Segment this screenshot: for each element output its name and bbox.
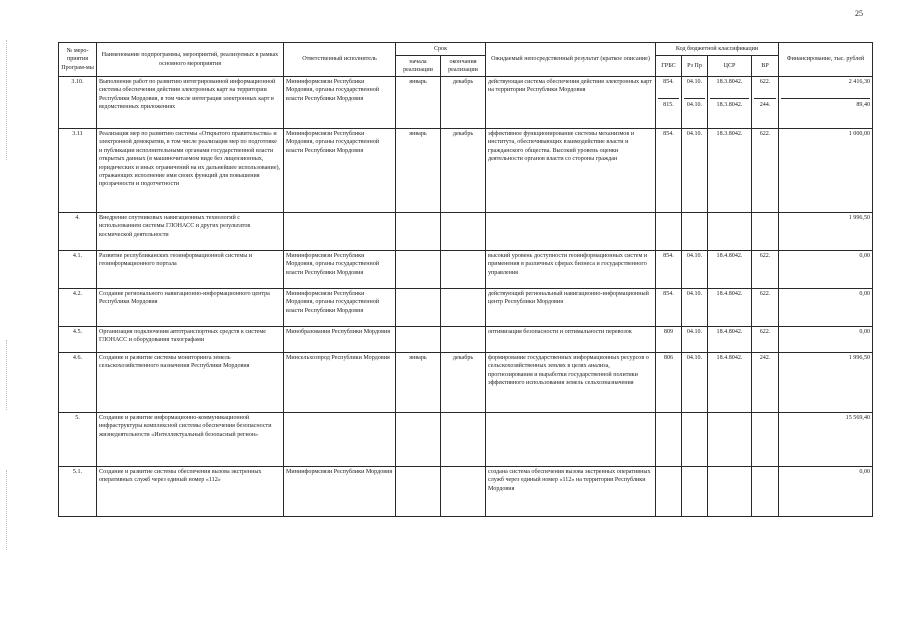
header-vr: ВР xyxy=(752,56,779,77)
row-vr: 622. 244. xyxy=(752,77,779,129)
row-csr: 18.4.8042. xyxy=(708,353,752,413)
program-table xyxy=(58,42,873,517)
row-result: действующая система обеспечения действия электронных карт на территории Республики Мордовия xyxy=(486,77,656,129)
row-grbs: 854. xyxy=(656,129,682,213)
row-csr: 18.4.8042. xyxy=(708,289,752,327)
row-csr: 18.4.8042. xyxy=(708,327,752,353)
header-budget-code: Код бюджетной классификации xyxy=(656,43,779,56)
row-number: 4.5. xyxy=(59,327,97,353)
row-grbs xyxy=(656,467,682,517)
row-executor: Мининформсвязи Республики Мордовия, органы государственной власти Республики Мордовия xyxy=(284,251,396,289)
row-vr: 622. xyxy=(752,289,779,327)
row-number: 3.10. xyxy=(59,77,97,129)
row-csr-extra: 18.3.8042. xyxy=(710,98,749,109)
row-start: январь xyxy=(396,77,441,129)
row-number: 4.6. xyxy=(59,353,97,413)
row-csr xyxy=(708,413,752,467)
row-end xyxy=(441,327,486,353)
row-executor xyxy=(284,413,396,467)
row-name: Развитие республиканских геоинформационной системы и геоинформационного портала xyxy=(97,251,284,289)
row-start xyxy=(396,213,441,251)
row-name: Создание и развитие системы мониторинга земель сельскохозяйственного назначения Республики Мордовия xyxy=(97,353,284,413)
header-end: окончания реализации xyxy=(441,56,486,77)
row-executor: Мининформсвязи Республики Мордовия xyxy=(284,467,396,517)
row-result: создана система обеспечения вызова экстренных оперативных служб через единый номер «112» на территории Республики Мордовия xyxy=(486,467,656,517)
table-row xyxy=(59,77,873,129)
row-number: 5. xyxy=(59,413,97,467)
row-financing: 0,00 xyxy=(779,467,873,517)
row-financing: 15 569,40 xyxy=(779,413,873,467)
table-row xyxy=(59,289,873,327)
row-vr xyxy=(752,413,779,467)
row-end xyxy=(441,413,486,467)
row-name: Внедрение спутниковых навигационных технологий с использованием системы ГЛОНАСС и других результатов космической деятельности xyxy=(97,213,284,251)
row-end xyxy=(441,289,486,327)
row-csr: 18.3.8042. xyxy=(708,129,752,213)
row-name: Создание и развитие информационно-коммуникационной инфраструктуры комплексной системы обеспечения безопасности жизнедеятельности «Интеллектуальный безопасный регион» xyxy=(97,413,284,467)
table-row xyxy=(59,353,873,413)
row-start: январь xyxy=(396,353,441,413)
margin-dots xyxy=(6,40,8,160)
table-row xyxy=(59,327,873,353)
row-csr xyxy=(708,213,752,251)
row-executor xyxy=(284,213,396,251)
row-start xyxy=(396,467,441,517)
row-number: 5.1. xyxy=(59,467,97,517)
row-grbs: 806 xyxy=(656,353,682,413)
row-grbs xyxy=(656,213,682,251)
row-grbs xyxy=(656,413,682,467)
row-financing: 0,00 xyxy=(779,289,873,327)
row-rz: 04.10. xyxy=(682,129,708,213)
row-rz: 04.10. xyxy=(682,327,708,353)
row-executor: Минсельхозпрод Республики Мордовия xyxy=(284,353,396,413)
row-rz: 04.10. xyxy=(682,353,708,413)
row-financing: 1 996,50 xyxy=(779,353,873,413)
row-rz xyxy=(682,413,708,467)
row-start xyxy=(396,251,441,289)
header-executor: Ответственный исполнитель xyxy=(284,43,396,77)
row-start: январь xyxy=(396,129,441,213)
row-vr: 242. xyxy=(752,353,779,413)
row-result xyxy=(486,413,656,467)
row-csr: 18.3.8042. 18.3.8042. xyxy=(708,77,752,129)
row-rz xyxy=(682,213,708,251)
row-grbs: 809 xyxy=(656,327,682,353)
row-number: 4. xyxy=(59,213,97,251)
header-result: Ожидаемый непосредственный результат (краткое описание) xyxy=(486,43,656,77)
row-grbs: 854. 815. xyxy=(656,77,682,129)
row-end xyxy=(441,251,486,289)
row-financing: 2 416,30 89,40 xyxy=(779,77,873,129)
row-executor: Мининформсвязи Республики Мордовия, органы государственной власти Республики Мордовия xyxy=(284,129,396,213)
row-result: высокий уровень доступности геоинформационных систем и применения в различных сферах бизнеса и государственного управления xyxy=(486,251,656,289)
row-start xyxy=(396,327,441,353)
row-financing: 0,00 xyxy=(779,251,873,289)
row-name: Создание регионального навигационно-информационного центра Республики Мордовия xyxy=(97,289,284,327)
row-result: формирование государственных информационных ресурсов о сельскохозяйственных землях в целях анализа, прогнозирования и выработки государственной политики эффективного использования земель сельхозназначения xyxy=(486,353,656,413)
row-start xyxy=(396,289,441,327)
header-grbs: ГРБС xyxy=(656,56,682,77)
row-rz: 04.10. xyxy=(682,251,708,289)
row-rz: 04.10. 04.10. xyxy=(682,77,708,129)
row-executor: Мининформсвязи Республики Мордовия, органы государственной власти Республики Мордовия xyxy=(284,77,396,129)
table-row xyxy=(59,413,873,467)
header-csr: ЦСР xyxy=(708,56,752,77)
row-number: 4.1. xyxy=(59,251,97,289)
row-result: действующий региональный навигационно-информационный центр Республики Мордовия xyxy=(486,289,656,327)
table-row xyxy=(59,251,873,289)
row-rz xyxy=(682,467,708,517)
row-end: декабрь xyxy=(441,77,486,129)
row-financing: 1 996,50 xyxy=(779,213,873,251)
row-csr xyxy=(708,467,752,517)
row-vr xyxy=(752,467,779,517)
row-vr: 622. xyxy=(752,327,779,353)
row-end: декабрь xyxy=(441,353,486,413)
row-grbs: 854. xyxy=(656,289,682,327)
row-grbs: 854. xyxy=(656,251,682,289)
row-result xyxy=(486,213,656,251)
margin-dots xyxy=(6,340,8,410)
row-name: Организация подключения автотранспортных средств к системе ГЛОНАСС и оборудования тахографами xyxy=(97,327,284,353)
header-rz: Рз Пр xyxy=(682,56,708,77)
row-result: эффективное функционирование системы механизмов и института, обеспечивающих взаимодействие власти и гражданского общества. Высокий уровень оценки деятельности органов власти со стороны граждан xyxy=(486,129,656,213)
row-executor: Минобразования Республики Мордовия xyxy=(284,327,396,353)
row-financing-extra: 89,40 xyxy=(781,98,870,109)
row-rz-extra: 04.10. xyxy=(684,98,705,109)
row-end xyxy=(441,213,486,251)
row-rz: 04.10. xyxy=(682,289,708,327)
header-name: Наименование подпрограммы, мероприятий, реализуемых в рамках основного мероприятия xyxy=(97,43,284,77)
row-end: декабрь xyxy=(441,129,486,213)
row-vr-extra: 244. xyxy=(754,98,776,109)
row-name: Реализация мер по развитию системы «Открытого правительства» и электронной демократии, в том числе реализация мер по подготовке и публикации исполнительными органами государственной власти открытых данных (в машиночитаемом виде без лицензионных, юридических и иных ограничений на их дальнейшее использование), отражающих исполнение ими своих функций для повышения прозрачности и подотчетности xyxy=(97,129,284,213)
row-vr: 622. xyxy=(752,251,779,289)
table-row xyxy=(59,129,873,213)
table-row xyxy=(59,213,873,251)
row-name: Создание и развитие системы обеспечения вызова экстренных оперативных служб через единый номер «112» xyxy=(97,467,284,517)
header-number: № меро-приятия Програм-мы xyxy=(59,43,97,77)
row-name: Выполнение работ по развитию интегрированной информационной системы обеспечения действия электронных карт на территории Республики Мордовия, в том числе интеграция электронных карт в ведомственных приложениях xyxy=(97,77,284,129)
row-start xyxy=(396,413,441,467)
row-end xyxy=(441,467,486,517)
row-number: 3.11 xyxy=(59,129,97,213)
header-start: начала реализации xyxy=(396,56,441,77)
header-financing: Финансирование, тыс. рублей xyxy=(779,43,873,77)
margin-dots xyxy=(6,470,8,550)
row-vr xyxy=(752,213,779,251)
row-result: оптимизация безопасности и оптимальности перевозок xyxy=(486,327,656,353)
page-number: 25 xyxy=(855,9,863,18)
header-term: Срок xyxy=(396,43,486,56)
row-financing: 1 000,00 xyxy=(779,129,873,213)
row-executor: Мининформсвязи Республики Мордовия, органы государственной власти Республики Мордовия xyxy=(284,289,396,327)
row-number: 4.2. xyxy=(59,289,97,327)
table-row xyxy=(59,467,873,517)
row-financing: 0,00 xyxy=(779,327,873,353)
row-vr: 622. xyxy=(752,129,779,213)
row-csr: 18.4.8042. xyxy=(708,251,752,289)
row-grbs-extra: 815. xyxy=(658,98,679,109)
